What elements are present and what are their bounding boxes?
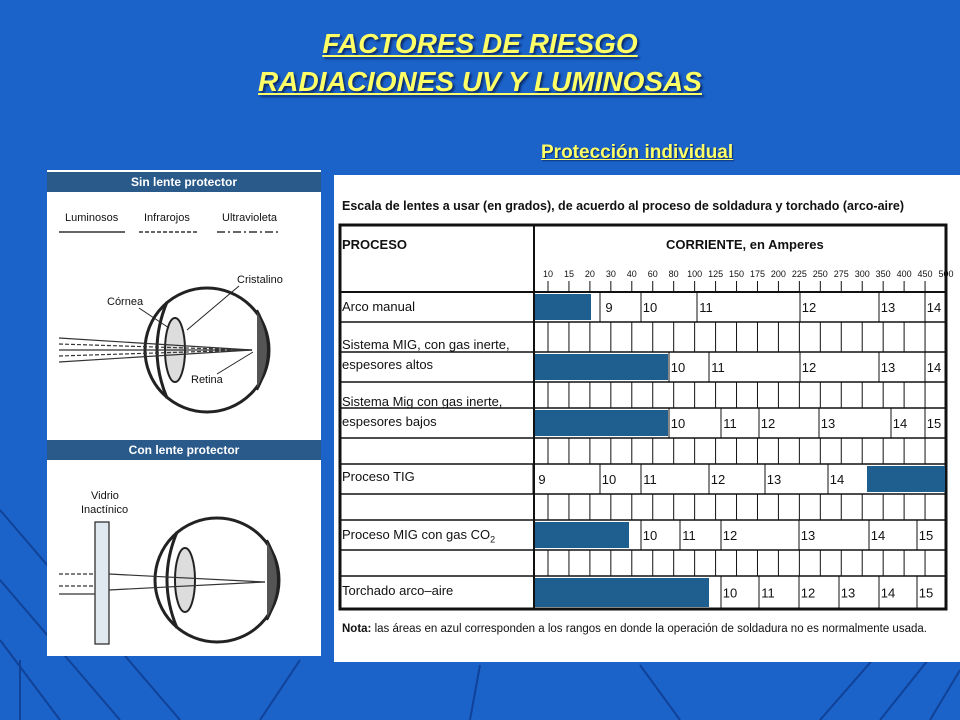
row-torchado: Torchado arco–aire bbox=[342, 583, 454, 598]
legend-ultravioleta: Ultravioleta bbox=[222, 212, 278, 224]
amp-tick-label: 275 bbox=[833, 269, 849, 279]
shade-number: 9 bbox=[605, 300, 613, 315]
amp-tick-label: 30 bbox=[605, 269, 616, 279]
eye-icon-bottom bbox=[59, 518, 279, 644]
blue-range-cell bbox=[535, 522, 629, 548]
shade-number: 13 bbox=[840, 585, 856, 601]
shade-number: 11 bbox=[699, 300, 713, 315]
blue-range-cell bbox=[535, 410, 668, 436]
amp-tick-label: 350 bbox=[875, 269, 891, 279]
shade-number: 14 bbox=[829, 472, 845, 487]
amp-tick-label: 225 bbox=[791, 269, 807, 279]
shade-number: 12 bbox=[801, 300, 817, 315]
label-retina: Retina bbox=[191, 374, 223, 386]
shade-number: 12 bbox=[710, 472, 726, 487]
subtitle: Protección individual bbox=[541, 142, 734, 163]
amp-tick-label: 125 bbox=[708, 269, 724, 279]
amp-tick-label: 500 bbox=[938, 269, 954, 279]
amp-tick-label: 250 bbox=[812, 269, 828, 279]
eye-diagram-panel bbox=[47, 170, 321, 656]
amp-tick-label: 10 bbox=[542, 269, 554, 279]
shade-number: 15 bbox=[918, 528, 934, 543]
amp-tick-label: 40 bbox=[626, 269, 637, 279]
eye-icon-top bbox=[59, 286, 269, 412]
shade-number: 11 bbox=[723, 416, 737, 431]
shade-number: 10 bbox=[642, 528, 658, 543]
col-corriente: CORRIENTE, en Amperes bbox=[666, 237, 824, 252]
blue-range-cell bbox=[535, 294, 591, 320]
label-inactinico: Inactínico bbox=[81, 504, 129, 516]
sin-lente-bar: Sin lente protector bbox=[47, 172, 321, 192]
shade-number: 14 bbox=[926, 300, 942, 315]
row-mig-co2: Proceso MIG con gas $CO_2$ bbox=[342, 527, 496, 545]
table-heading: Escala de lentes a usar (en grados), de acuerdo al proceso de soldadura y torchado (arco-aire) bbox=[342, 199, 904, 213]
col-proceso: PROCESO bbox=[342, 237, 408, 252]
shade-number: 14 bbox=[892, 416, 908, 431]
shade-number: 10 bbox=[722, 585, 738, 601]
row-mig-bajos-2: espesores bajos bbox=[342, 414, 437, 429]
row-mig-bajos-1: Sistema Mig con gas inerte, bbox=[342, 394, 503, 409]
shade-number: 12 bbox=[722, 528, 738, 543]
row-mig-altos-2: espesores altos bbox=[342, 357, 434, 372]
label-cornea: Córnea bbox=[107, 296, 144, 308]
title-line-1: FACTORES DE RIESGO bbox=[322, 28, 638, 59]
amp-tick-label: 100 bbox=[687, 269, 703, 279]
blue-range-cell bbox=[535, 354, 668, 380]
amp-tick-label: 300 bbox=[854, 269, 870, 279]
amp-tick-label: 15 bbox=[563, 269, 574, 279]
shade-number: 15 bbox=[918, 585, 934, 601]
amp-tick-label: 80 bbox=[668, 269, 679, 279]
table-note: Nota: las áreas en azul corresponden a los rangos en donde la operación de soldadura no es normalmente usada. bbox=[342, 623, 927, 635]
amp-tick-label: 150 bbox=[729, 269, 745, 279]
shade-number: 13 bbox=[800, 528, 816, 543]
row-arco-manual: Arco manual bbox=[342, 299, 415, 314]
shade-number: 12 bbox=[801, 360, 817, 375]
shade-number: 11 bbox=[643, 472, 657, 487]
shade-number: 14 bbox=[880, 585, 896, 601]
shade-number: 13 bbox=[820, 416, 836, 431]
legend-luminosos: Luminosos bbox=[65, 212, 119, 224]
shade-number: 10 bbox=[670, 416, 686, 431]
amp-tick-label: 175 bbox=[749, 269, 765, 279]
amp-tick-label: 200 bbox=[770, 269, 786, 279]
row-mig-altos-1: Sistema MIG, con gas inerte, bbox=[342, 337, 510, 352]
shade-number: 15 bbox=[926, 416, 942, 431]
shade-number: 13 bbox=[880, 300, 896, 315]
label-vidrio: Vidrio bbox=[91, 490, 119, 502]
shade-number: 14 bbox=[926, 360, 942, 375]
eye-illustrations bbox=[47, 170, 321, 656]
shade-number: 10 bbox=[670, 360, 686, 375]
shade-number: 12 bbox=[760, 416, 776, 431]
shade-number: 10 bbox=[642, 300, 658, 315]
con-lente-bar: Con lente protector bbox=[47, 440, 321, 460]
row-tig: Proceso TIG bbox=[342, 469, 415, 484]
label-cristalino: Cristalino bbox=[237, 274, 283, 286]
legend-infrarojos: Infrarojos bbox=[144, 212, 190, 224]
shade-number: 11 bbox=[711, 360, 725, 375]
shade-number: 10 bbox=[601, 472, 617, 487]
shade-number: 11 bbox=[682, 528, 696, 543]
amp-tick-label: 20 bbox=[584, 269, 595, 279]
shade-number: 14 bbox=[870, 528, 886, 543]
shade-number: 13 bbox=[766, 472, 782, 487]
shade-number: 9 bbox=[538, 472, 546, 487]
shade-number: 11 bbox=[761, 585, 775, 601]
amp-tick-label: 400 bbox=[896, 269, 912, 279]
amp-tick-label: 60 bbox=[647, 269, 658, 279]
shade-table-panel bbox=[334, 175, 960, 662]
blue-range-cell bbox=[867, 466, 945, 492]
shade-number: 13 bbox=[880, 360, 896, 375]
shade-number: 12 bbox=[800, 585, 816, 601]
blue-range-cell bbox=[535, 578, 709, 607]
amp-tick-label: 450 bbox=[917, 269, 933, 279]
title-line-2: RADIACIONES UV Y LUMINOSAS bbox=[258, 66, 702, 97]
